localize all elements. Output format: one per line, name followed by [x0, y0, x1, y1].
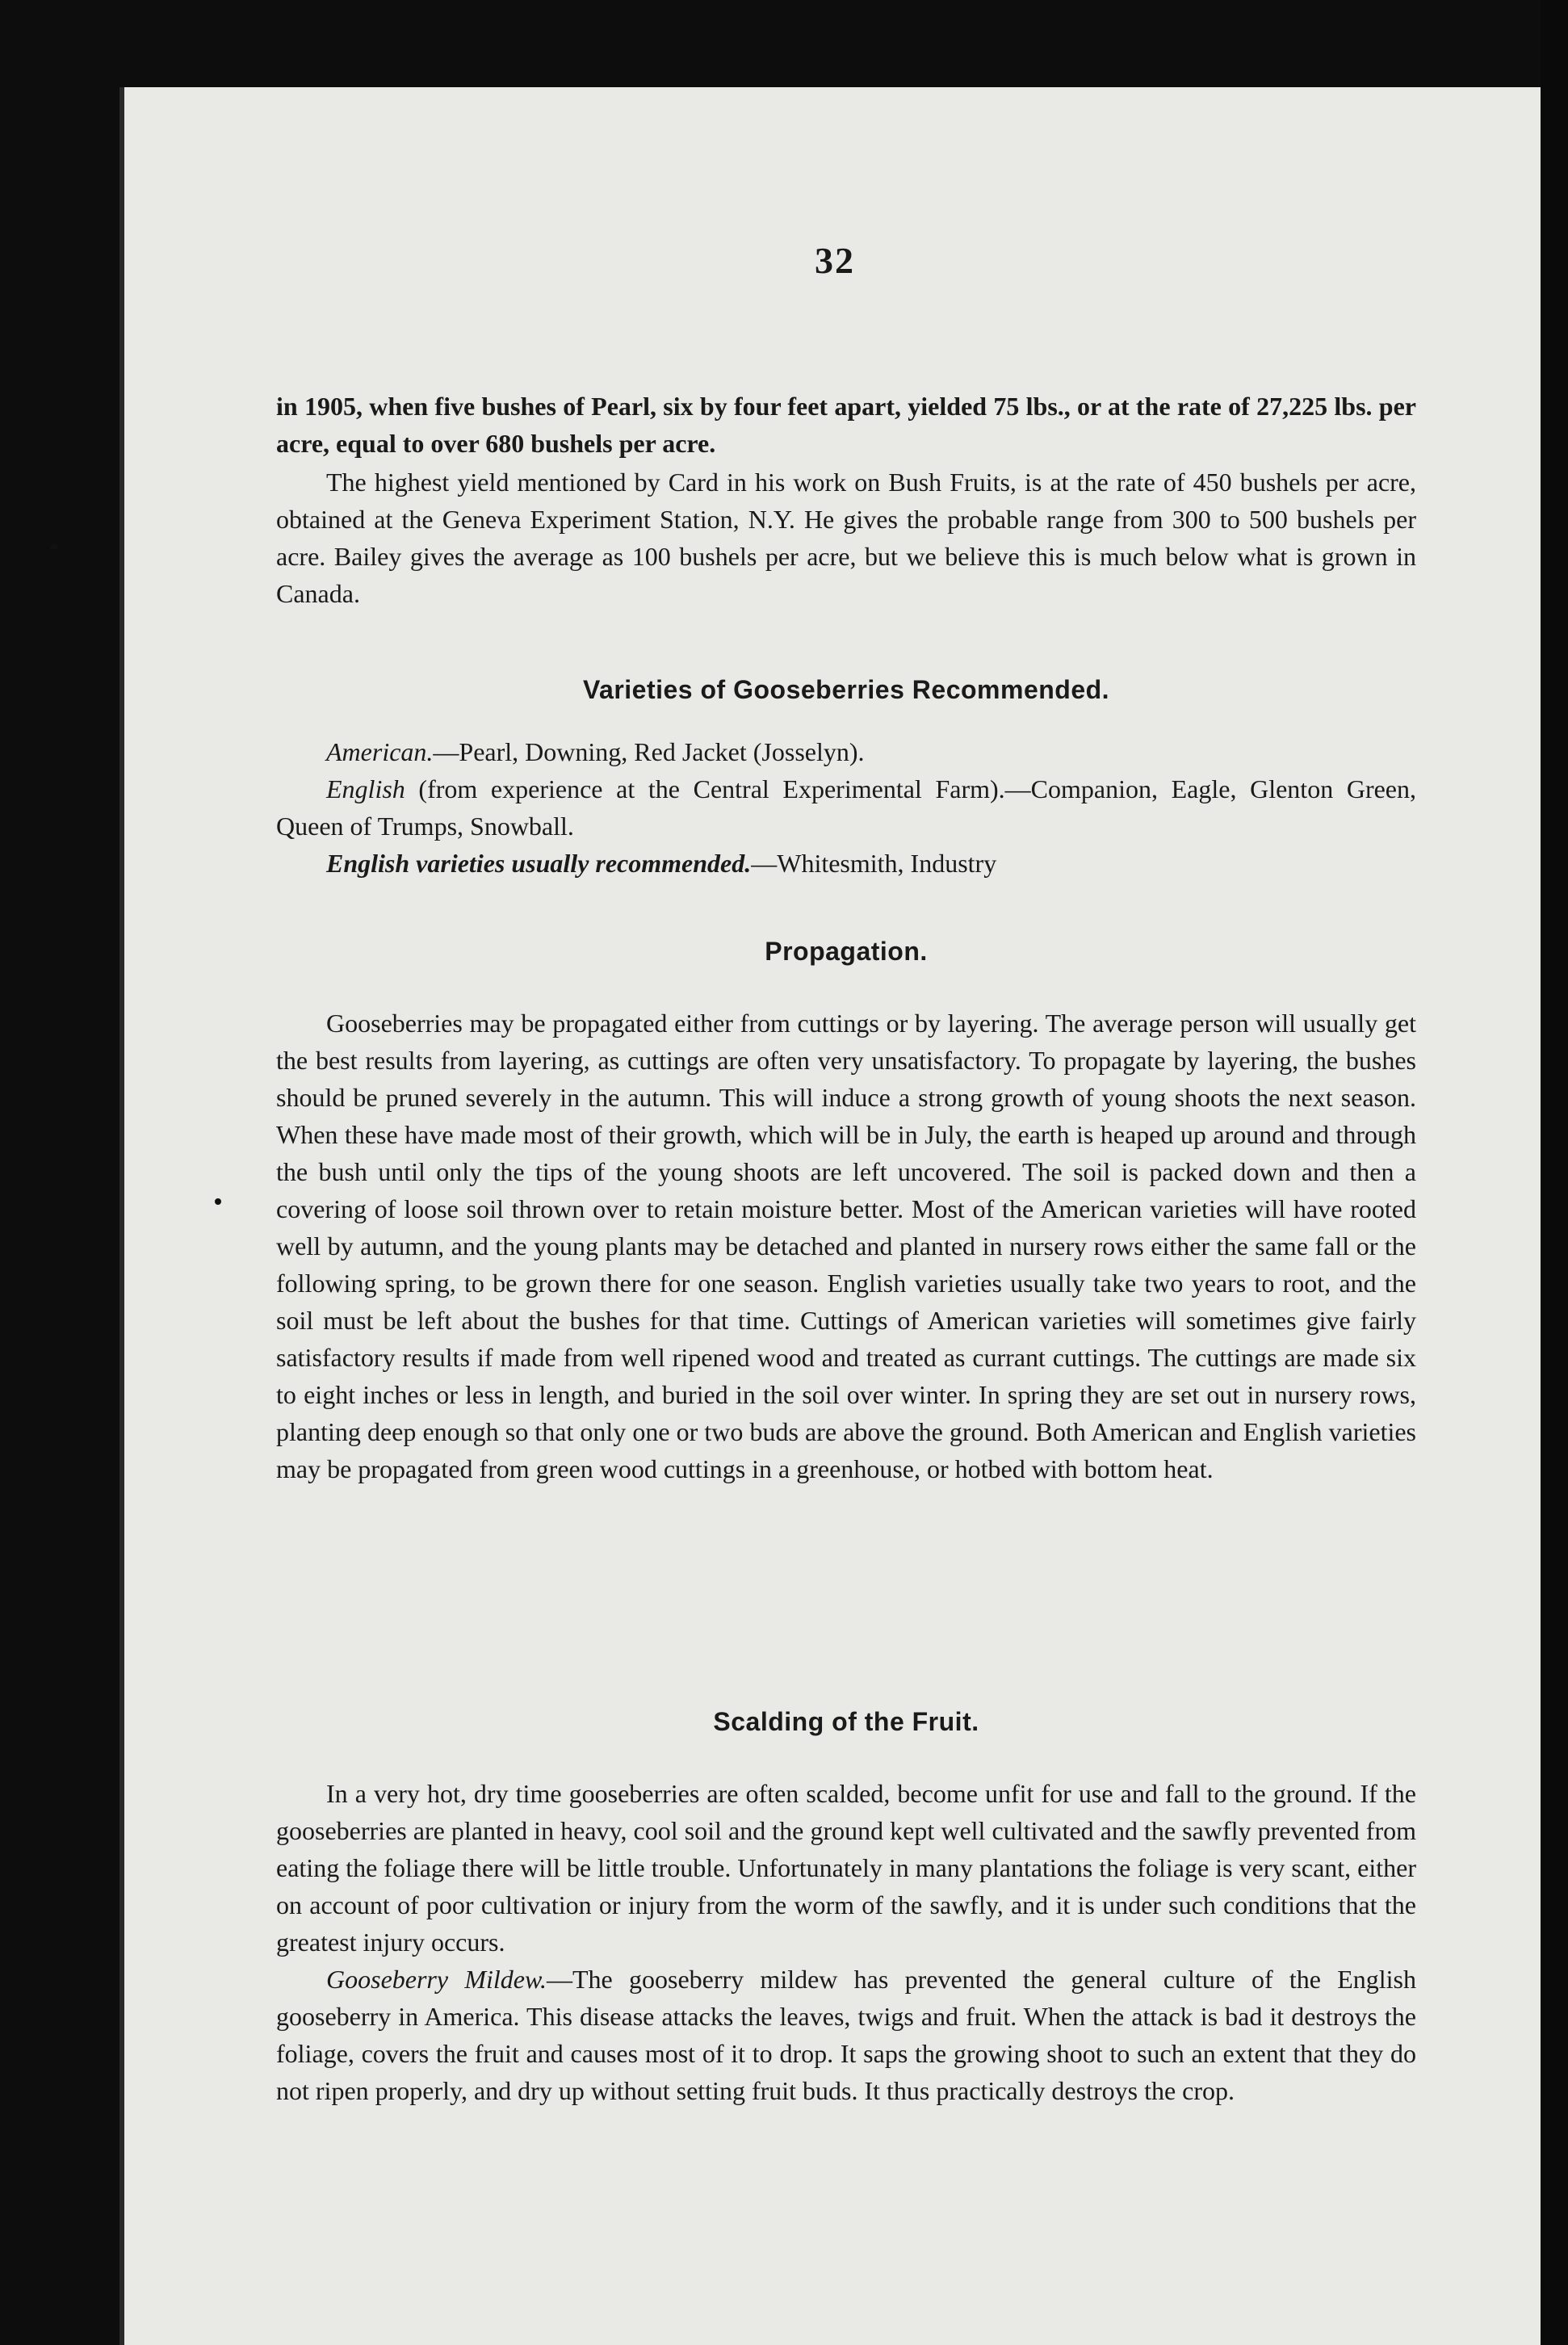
propagation-section — [276, 1005, 1416, 1487]
varieties-section — [276, 733, 1416, 882]
varieties-english — [276, 770, 1416, 845]
english-usual-text: —Whitesmith, Industry — [751, 849, 997, 878]
scanned-page — [119, 87, 1545, 2345]
varieties-american — [276, 733, 1416, 770]
scan-speck — [50, 544, 58, 550]
mildew-paragraph — [276, 1961, 1416, 2109]
page-number: 32 — [815, 240, 855, 281]
english-text: (from experience at the Central Experimental Farm).—Companion, Eagle, Glenton Green, Queen of Trumps, Snowball. — [276, 774, 1416, 841]
scalding-paragraph: In a very hot, dry time gooseberries are often scalded, become unfit for use and fall to the ground. If the gooseberries are planted in heavy, cool soil and the ground kept well cultivated and the sawfly prevented from eating the foliage there will be little trouble. Unfortunately in many plantations the foliage is very scant, either on account of poor cultivation or injury from the worm of the sawfly, and it is under such conditions that the greatest injury occurs. — [276, 1779, 1416, 1957]
english-usual-label: English varieties usually recommended. — [326, 849, 752, 878]
english-label: English — [326, 774, 405, 803]
varieties-heading: Varieties of Gooseberries Recommended. — [582, 675, 1110, 704]
american-text: —Pearl, Downing, Red Jacket (Josselyn). — [433, 737, 865, 766]
propagation-paragraph: Gooseberries may be propagated either from cuttings or by layering. The average person will usually get the best results from layering, as cuttings are often very unsatisfactory. To propagate by layering, the bushes should be pruned severely in the autumn. This will induce a strong growth of young shoots the next season. When these have made most of their growth, which will be in July, the earth is heaped up around and through the bush until only the tips of the young shoots are left uncovered. The soil is packed down and then a covering of loose soil thrown over to retain moisture better. Most of the American varieties will have rooted well by autumn, and the young plants may be detached and planted in nursery rows either the same fall or the following spring, to be grown there for one season. English varieties usually take two years to root, and the soil must be left about the bushes for that time. Cuttings of American varieties will sometimes give fairly satisfactory results if made from well ripened wood and treated as currant cuttings. The cuttings are made six to eight inches or less in length, and buried in the soil over winter. In spring they are set out in nursery rows, planting deep enough so that only one or two buds are above the ground. Both American and English varieties may be propagated from green wood cuttings in a greenhouse, or hotbed with bottom heat. — [276, 1009, 1416, 1483]
intro-paragraph-2: The highest yield mentioned by Card in his work on Bush Fruits, is at the rate of 450 bushels per acre, obtained at the Geneva Experiment Station, N.Y. He gives the probable range from 300 to 500 bushels per acre. Bailey gives the average as 100 bushels per acre, but we believe this is much below what is grown in Canada. — [276, 468, 1416, 608]
scan-border — [1541, 0, 1568, 2345]
mildew-label: Gooseberry Mildew. — [326, 1965, 547, 1994]
american-label: American. — [326, 737, 434, 766]
propagation-heading: Propagation. — [765, 937, 928, 966]
varieties-english-usual — [276, 845, 1416, 882]
intro-section — [276, 388, 1416, 612]
intro-paragraph-1: in 1905, when five bushes of Pearl, six by four feet apart, yielded 75 lbs., or at the rate of 27,225 lbs. per acre, equal to over 680 bushels per acre. — [276, 392, 1416, 458]
scalding-heading: Scalding of the Fruit. — [713, 1707, 979, 1736]
scalding-section — [276, 1775, 1416, 2109]
mildew-text: —The gooseberry mildew has prevented the general culture of the English gooseberry in America. This disease attacks the leaves, twigs and fruit. When the attack is bad it destroys the foliage, covers the fruit and causes most of it to drop. It saps the growing shoot to such an extent that they do not ripen properly, and dry up without setting fruit buds. It thus practically destroys the crop. — [276, 1965, 1417, 2105]
scan-speck — [215, 1198, 221, 1205]
